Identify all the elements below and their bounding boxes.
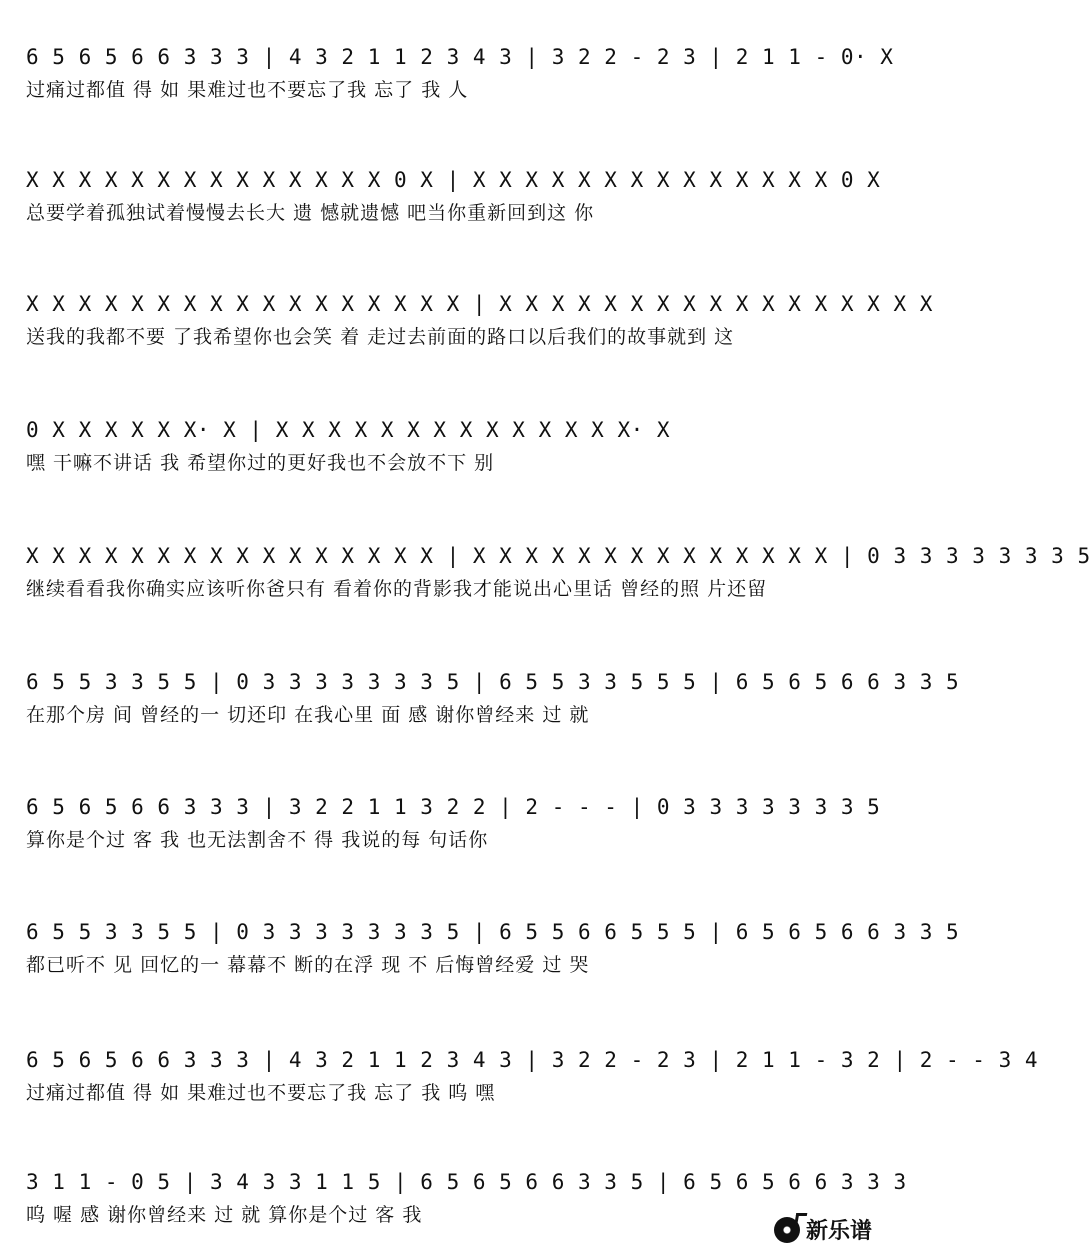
lyrics-line: 过痛过都值 得 如 果难过也不要忘了我 忘了 我 呜 嘿 <box>26 1082 496 1104</box>
notation-line: X X X X X X X X X X X X X X X X X | X X X X X X X X X X X X X X X X X <box>26 292 933 316</box>
notation-line: 3 1 1 - 0 5 | 3 4 3 3 1 1 5 | 6 5 6 5 6 6 3 3 5 | 6 5 6 5 6 6 3 3 3 <box>26 1170 907 1194</box>
lyrics-line: 继续看看我你确实应该听你爸只有 看着你的背影我才能说出心里话 曾经的照 片还留 <box>26 578 768 600</box>
notation-line: 6 5 6 5 6 6 3 3 3 | 4 3 2 1 1 2 3 4 3 | 3 2 2 - 2 3 | 2 1 1 - 3 2 | 2 - - 3 4 <box>26 1048 1039 1072</box>
notation-line: 6 5 6 5 6 6 3 3 3 | 4 3 2 1 1 2 3 4 3 | 3 2 2 - 2 3 | 2 1 1 - 0· X <box>26 45 894 69</box>
lyrics-line: 总要学着孤独试着慢慢去长大 遗 憾就遗憾 吧当你重新回到这 你 <box>26 202 595 224</box>
notation-line: X X X X X X X X X X X X X X X X | X X X X X X X X X X X X X X | 0 3 3 3 3 3 3 3 5 <box>26 544 1091 568</box>
score-system-9 <box>0 1028 1039 1118</box>
notation-line: 6 5 6 5 6 6 3 3 3 | 3 2 2 1 1 3 2 2 | 2 - - - | 0 3 3 3 3 3 3 3 5 <box>26 795 881 819</box>
score-system-1 <box>0 25 894 115</box>
notation-line: X X X X X X X X X X X X X X 0 X | X X X X X X X X X X X X X X 0 X <box>26 168 881 192</box>
lyrics-line: 嘿 干嘛不讲话 我 希望你过的更好我也不会放不下 别 <box>26 452 495 474</box>
score-system-10 <box>0 1150 907 1240</box>
vinyl-record-icon <box>774 1217 800 1243</box>
notation-line: 6 5 5 3 3 5 5 | 0 3 3 3 3 3 3 3 5 | 6 5 5 6 6 5 5 5 | 6 5 6 5 6 6 3 3 5 <box>26 920 960 944</box>
score-system-7 <box>0 775 888 865</box>
score-system-8 <box>0 900 960 990</box>
lyrics-line: 都已听不 见 回忆的一 幕幕不 断的在浮 现 不 后悔曾经爱 过 哭 <box>26 954 590 976</box>
lyrics-line: 送我的我都不要 了我希望你也会笑 着 走过去前面的路口以后我们的故事就到 这 <box>26 326 735 348</box>
score-system-3 <box>0 272 933 362</box>
score-system-4 <box>0 398 888 488</box>
lyrics-line: 呜 喔 感 谢你曾经来 过 就 算你是个过 客 我 <box>26 1204 423 1226</box>
score-system-5 <box>0 524 1091 614</box>
lyrics-line: 过痛过都值 得 如 果难过也不要忘了我 忘了 我 人 <box>26 79 469 101</box>
lyrics-line: 算你是个过 客 我 也无法割舍不 得 我说的每 句话你 <box>26 829 489 851</box>
watermark-text: 新乐谱 <box>805 1219 872 1244</box>
notation-line: 0 X X X X X X· X | X X X X X X X X X X X X X X· X <box>26 418 671 442</box>
score-system-2 <box>0 148 888 238</box>
score-system-6 <box>0 650 960 740</box>
lyrics-line: 在那个房 间 曾经的一 切还印 在我心里 面 感 谢你曾经来 过 就 <box>26 704 590 726</box>
notation-line: 6 5 5 3 3 5 5 | 0 3 3 3 3 3 3 3 5 | 6 5 5 3 3 5 5 5 | 6 5 6 5 6 6 3 3 5 <box>26 670 960 694</box>
watermark <box>770 1212 876 1247</box>
